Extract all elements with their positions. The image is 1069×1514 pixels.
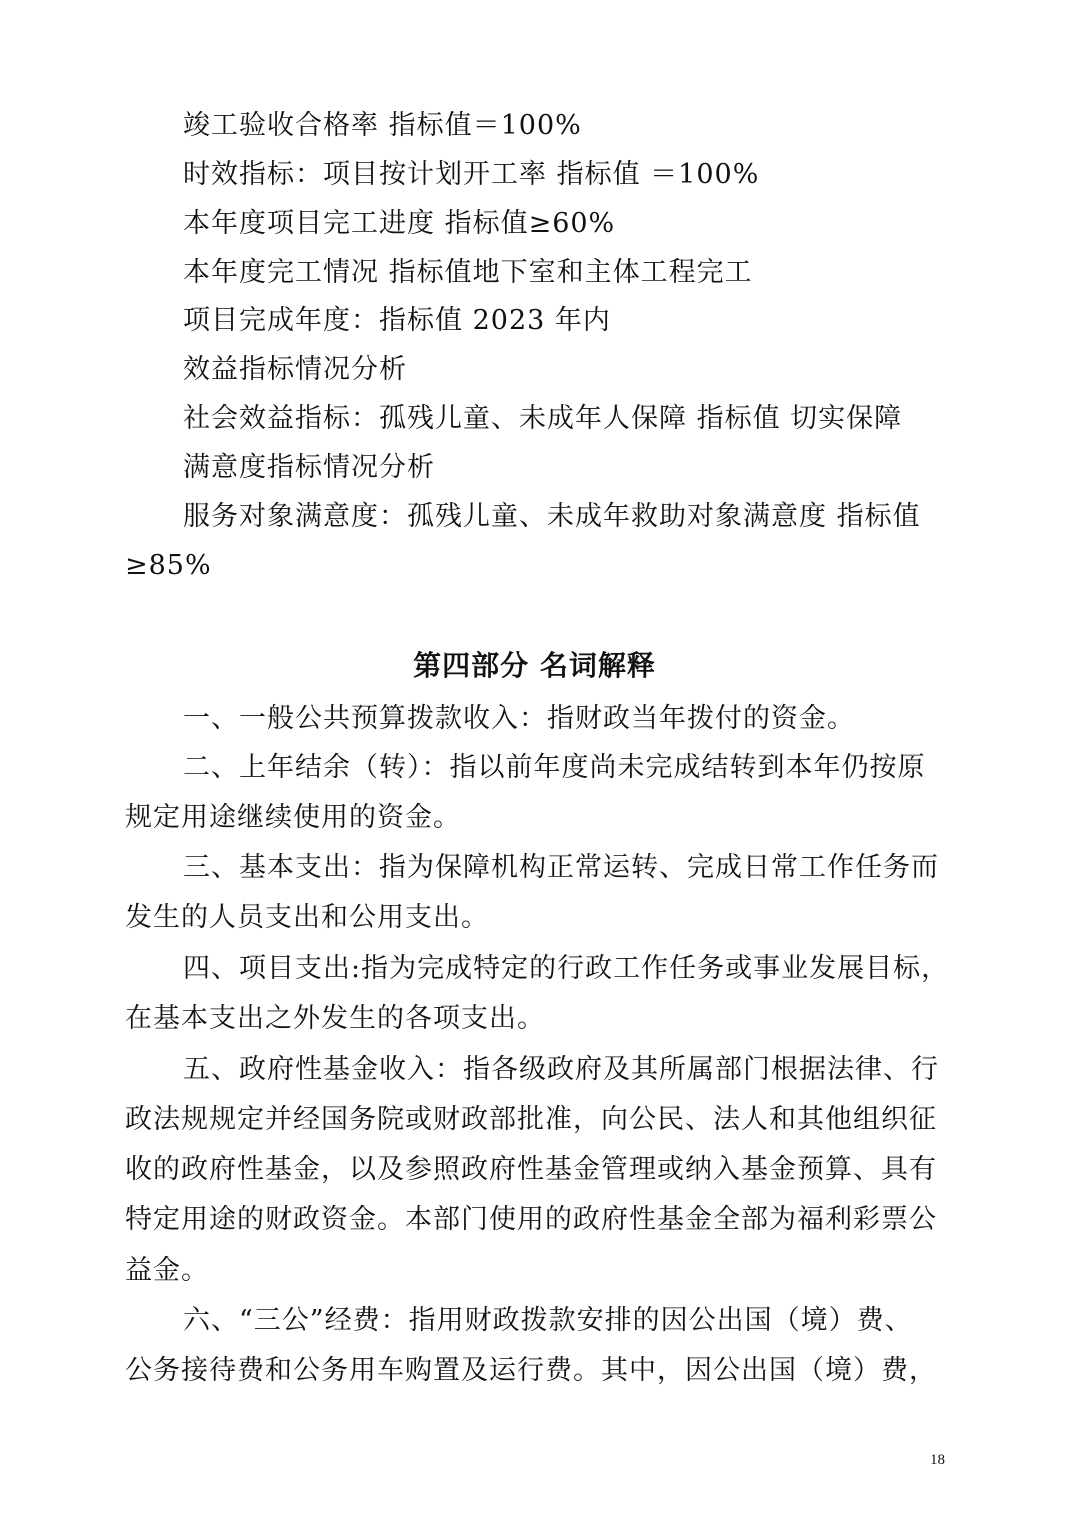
indicator-line: 竣工验收合格率 指标值＝100% <box>183 110 582 141</box>
indicator-line: 本年度完工情况 指标值地下室和主体工程完工 <box>183 257 753 288</box>
page-number: 18 <box>930 1452 945 1468</box>
paragraph-line: 二、上年结余（转）：指以前年度尚未完成结转到本年仍按原 <box>183 752 926 783</box>
paragraph-line: 四、项目支出:指为完成特定的行政工作任务或事业发展目标， <box>183 953 950 984</box>
paragraph-line: 一、一般公共预算拨款收入：指财政当年拨付的资金。 <box>183 703 855 734</box>
paragraph-line: 五、政府性基金收入：指各级政府及其所属部门根据法律、行 <box>183 1054 939 1085</box>
indicator-line: 项目完成年度：指标值 2023 年内 <box>183 305 611 336</box>
paragraph-line: 收的政府性基金，以及参照政府性基金管理或纳入基金预算、具有 <box>125 1154 937 1185</box>
paragraph-line: 六、“三公”经费：指用财政拨款安排的因公出国（境）费、 <box>183 1305 913 1336</box>
paragraph-line: 公务接待费和公务用车购置及运行费。其中，因公出国（境）费， <box>125 1355 937 1386</box>
indicator-heading: 效益指标情况分析 <box>183 354 407 385</box>
paragraph-line: 政法规规定并经国务院或财政部批准，向公民、法人和其他组织征 <box>125 1104 937 1135</box>
paragraph-line: 规定用途继续使用的资金。 <box>125 802 461 833</box>
indicator-heading: 满意度指标情况分析 <box>183 452 435 483</box>
indicator-line: ≥85% <box>125 550 212 581</box>
indicator-line: 服务对象满意度：孤残儿童、未成年救助对象满意度 指标值 <box>183 501 921 532</box>
indicator-line: 本年度项目完工进度 指标值≥60% <box>183 208 616 239</box>
paragraph-line: 在基本支出之外发生的各项支出。 <box>125 1003 545 1034</box>
paragraph-line: 发生的人员支出和公用支出。 <box>125 902 489 933</box>
paragraph-line: 特定用途的财政资金。本部门使用的政府性基金全部为福利彩票公 <box>125 1204 937 1235</box>
indicator-line: 社会效益指标：孤残儿童、未成年人保障 指标值 切实保障 <box>183 403 903 434</box>
section-title: 第四部分 名词解释 <box>413 649 656 682</box>
paragraph-line: 益金。 <box>125 1255 209 1286</box>
indicator-line: 时效指标：项目按计划开工率 指标值 ＝100% <box>183 159 760 190</box>
paragraph-line: 三、基本支出：指为保障机构正常运转、完成日常工作任务而 <box>183 852 939 883</box>
